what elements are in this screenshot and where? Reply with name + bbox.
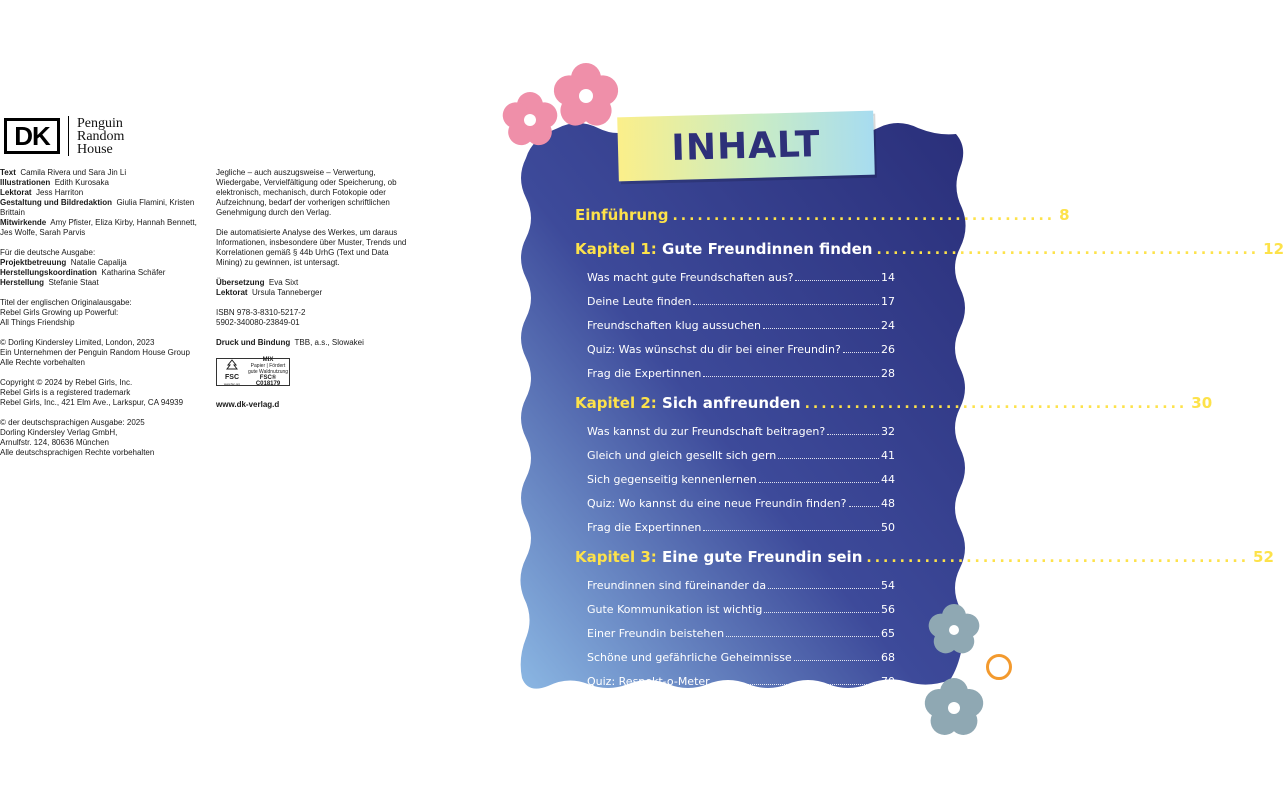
translation-credits: Übersetzung Eva Sixt Lektorat Ursula Tanneberger [216,278,323,297]
publisher-line: House [77,141,113,157]
pink-flower-icon [548,60,624,132]
orange-ring-decoration [986,654,1012,680]
toc-item[interactable]: Frag die Expertinnen 28 [587,367,895,380]
toc-chapter-entry[interactable]: Kapitel 2: Sich anfreunden .............................................. 30 [575,394,1213,412]
isbn: ISBN 978-3-8310-5217-2 [216,308,306,317]
credit-line: Lektorat Jess Harriton [0,188,84,197]
fsc-label: FSC www.fsc.org MIX Papier | Fördert gute Waldnutzung FSC® C018179 [216,358,290,386]
dk-logo: DK [4,118,60,154]
toc-item[interactable]: Gleich und gleich gesellt sich gern 41 [587,449,895,462]
imprint-column-left [0,168,200,468]
credit-line: Mitwirkende Amy Pfister, Eliza Kirby, Hannah Bennett, Jes Wolfe, Sarah Parvis [0,218,197,237]
credit-line: Herstellungskoordination Katharina Schäfer [0,268,166,277]
toc-item[interactable]: Freundschaften klug aussuchen 24 [587,319,895,332]
toc-chapter-entry[interactable]: Kapitel 1: Gute Freundinnen finden .............................................. 12 [575,240,1284,258]
isbn-block [216,308,416,328]
rights-notice: Jegliche – auch auszugsweise – Verwertung, Wiedergabe, Vervielfältigung oder Speicherung, ob elektronisch, mechanisch, durch Fotokopie oder Aufzeichnung, bedarf der vorherigen schriftlichen Genehmigung durch den Verlag. [216,168,397,217]
toc-item[interactable]: Quiz: Was wünschst du dir bei einer Freundin? 26 [587,343,895,356]
toc-title: INHALT [670,123,822,169]
publisher-logo [4,116,124,156]
credit-line: Text Camila Rivera und Sara Jin Li [0,168,127,177]
grey-flower-icon [918,672,990,738]
toc-item[interactable]: Deine Leute finden 17 [587,295,895,308]
german-credits-block [0,248,200,288]
toc-intro-entry[interactable]: Einführung .............................................. 8 [575,206,1070,224]
original-title-block: Titel der englischen Originalausgabe: Rebel Girls Growing up Powerful: All Things Friendship [0,298,132,327]
copyright-german-block: © der deutschsprachigen Ausgabe: 2025 Dorling Kindersley Verlag GmbH, Arnulfstr. 124, 80636 München Alle deutschsprachigen Rechte vorbehalten [0,418,155,457]
toc-item[interactable]: Frag die Expertinnen 50 [587,521,895,534]
toc-title-banner [617,111,875,182]
toc-item[interactable]: Sich gegenseitig kennenlernen 44 [587,473,895,486]
copyright-dk-block: © Dorling Kindersley Limited, London, 2023 Ein Unternehmen der Penguin Random House Group Alle Rechte vorbehalten [0,338,190,367]
credit-line: Gestaltung und Bildredaktion Giulia Flamini, Kristen Brittain [0,198,195,217]
toc-item[interactable]: Quiz: Respekt-o-Meter 70 [587,675,895,688]
logo-divider [68,116,69,156]
publisher-line: Penguin [77,115,123,131]
publisher-line: Random [77,128,125,144]
toc-item[interactable]: Was macht gute Freundschaften aus? 14 [587,271,895,284]
website: www.dk-verlag.d [216,400,280,409]
imprint-column-right [216,168,416,420]
grey-flower-icon [924,600,984,660]
toc-item[interactable]: Frag die Expertinnen 72 [587,699,895,712]
credits-block [0,168,200,238]
penguin-random-house-wordmark [77,117,124,156]
credit-line: Projektbetreuung Natalie Capalija [0,258,127,267]
toc-item[interactable]: Schöne und gefährliche Geheimnisse 68 [587,651,895,664]
toc-item[interactable]: Was kannst du zur Freundschaft beitragen? 32 [587,425,895,438]
table-of-contents [575,198,1284,718]
toc-item[interactable]: Quiz: Wo kannst du eine neue Freundin finden? 48 [587,497,895,510]
printing-credit: Druck und Bindung TBB, a.s., Slowakei [216,338,364,347]
toc-chapter-entry[interactable]: Kapitel 3: Eine gute Freundin sein .............................................. 52 [575,548,1274,566]
toc-item[interactable]: Gute Kommunikation ist wichtig 56 [587,603,895,616]
toc-item[interactable]: Freundinnen sind füreinander da 54 [587,579,895,592]
credit-line: Illustrationen Edith Kurosaka [0,178,109,187]
german-edition-heading: Für die deutsche Ausgabe: [0,248,96,257]
toc-item[interactable]: Einer Freundin beistehen 65 [587,627,895,640]
copyright-rebel-block: Copyright © 2024 by Rebel Girls, Inc. Rebel Girls is a registered trademark Rebel Girls, Inc., 421 Elm Ave., Larkspur, CA 94939 [0,378,184,407]
isbn-secondary: 5902-340080-23849-01 [216,318,300,327]
fsc-tree-icon: FSC www.fsc.org [217,359,247,386]
tdm-notice: Die automatisierte Analyse des Werkes, um daraus Informationen, insbesondere über Muster, Trends und Korrelationen gemäß § 44b UrhG (Text und Data Mining) zu gewinnen, ist untersagt. [216,228,407,267]
credit-line: Herstellung Stefanie Staat [0,278,99,287]
